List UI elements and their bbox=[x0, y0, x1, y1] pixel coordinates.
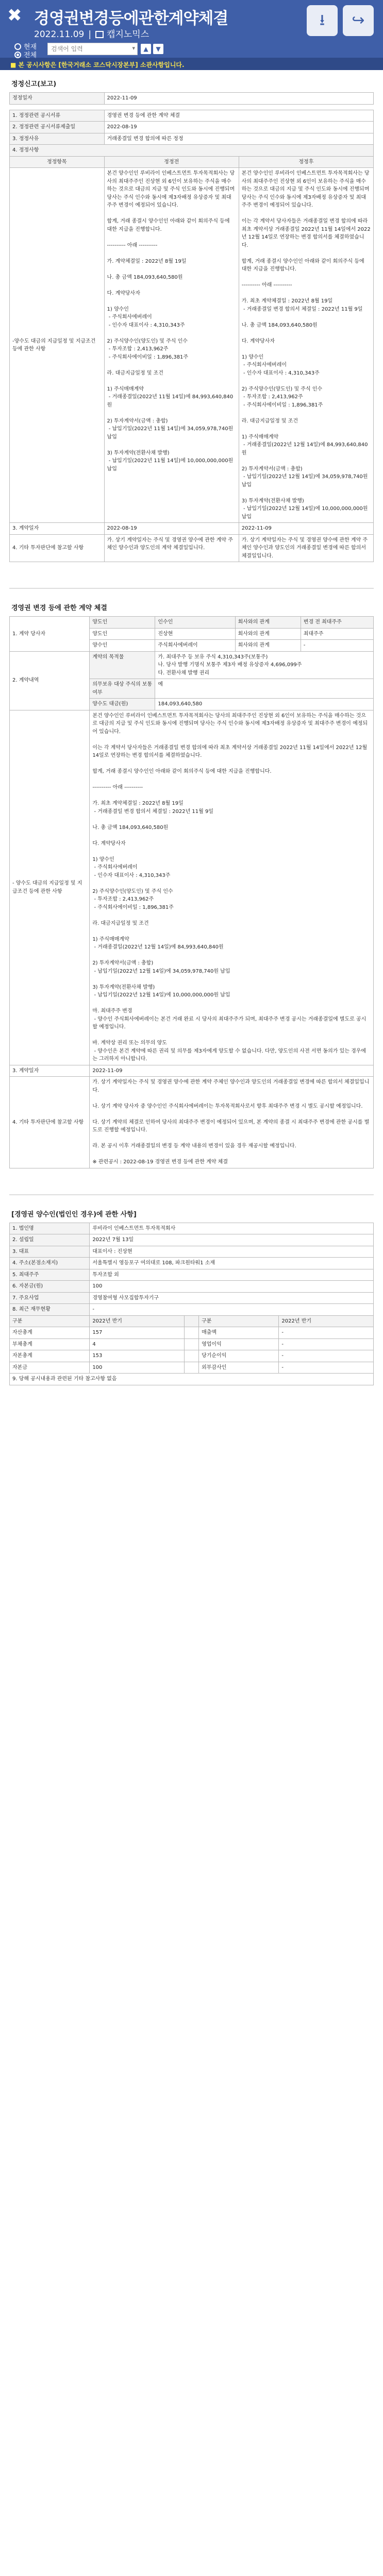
table-row bbox=[10, 1374, 374, 1385]
divider bbox=[9, 1194, 374, 1195]
table-header-row: 정정항목 정정전 정정후 bbox=[10, 156, 374, 168]
table-row: 양도인 진상현 회사와의 관계 최대주주 bbox=[10, 628, 374, 640]
download-button[interactable] bbox=[307, 5, 338, 36]
notice-text: 본 공시사항은 [한국거래소 코스닥시장본부] 소관사항입니다. bbox=[18, 61, 185, 69]
table-row: 6. 자본금(원) 100 bbox=[10, 1281, 374, 1293]
company-icon bbox=[95, 31, 104, 38]
table-row: - 양수도 대금의 지급일정 및 지급조건 등에 관한 사항 본건 양수인인 루비라이 인베스트먼트 투자목적회사는 당사의 최대주주인 진상현 외 6인이 보유하는 주식을 매수하는 것으로 대금의 지급 및 주식 인도와 동시에 진행되며 당사는 주식 인수와 동시에 제3자배정 유상증자 및 최대주주 변경이 예정되어 있습니다. 이는 각 계약서 당사자들은 거래종결일 변경 합의에 따라 최초 계약서상 거래종결일 2022년 11월 14일에서 2022년 12월 14일로 연장하는 변경 합의서를 체결하였습니다. 합계, 거래 종결시 양수인인 아래와 같이 회의주식 등에 대한 지급을 진행합니다. ---------- 아래 ---------- 가. 최초 계약체결일 : 2022년 8월 19일 - 거래종결일 변경 합의서 체결일 : 2022년 11월 9일 나. 총 금액 184,093,640,580원 다. 계약당사자 1) 양수인 - 주식회사에버레이 - 인수자 대표이사 : 4,310,343주 2) 주식양수인(양도인) 및 주식 인수 - 투자조합 : 2,413,962주 - 주식회사에이비일 : 1,896,381주 라. 대금지급일정 및 조건 1) 주식매매계약 - 거래종결일(2022년 12월 14일)에 84,993,640,840원 2) 투자계약서(금액 : 총합) - 납입기일(2022년 12월 14일)에 34,059,978,740원 납입 3) 투자계약(전환사채 발행) - 납입기일(2022년 12월 14일)에 10,000,000,000원 납입 마. 최대주주 변경 - 양수인 주식회사에버레이는 본건 거래 완료 시 당사의 최대주주가 되며, 최대주주 변경 공시는 거래종결일에 별도로 공시할 예정입니다. 바. 계약상 권리 또는 의무의 양도 - 양수인은 본건 계약에 따른 권리 및 의무를 제3자에게 양도할 수 없습니다. 다만, 양도인의 사전 서면 동의가 있는 경우에는 그러하지 아니합니다. bbox=[10, 710, 374, 1065]
contract-table bbox=[9, 616, 374, 1168]
table-row: 3. 계약일자 2022-11-09 bbox=[10, 1065, 374, 1077]
table-row: 3. 계약일자 2022-08-19 2022-11-09 bbox=[10, 523, 374, 535]
table-row: 의무보유 대상 주식의 보통 여부 예 bbox=[10, 679, 374, 699]
table-row: 자산총계 157 매출액 - bbox=[10, 1327, 374, 1339]
table-row: 2. 계약내역 계약의 목적물 가. 최대주주 등 보유 주식 4,310,343주(보통주) 나. 당사 발행 기명식 보통주 제3자 배정 유상증자 4,696,099주 다. 전환사채 발행 권리 bbox=[10, 651, 374, 679]
section-title: 경영권 변경 등에 관한 계약 체결 bbox=[11, 604, 107, 612]
radio-all[interactable]: 전체 bbox=[14, 49, 37, 59]
acquirer-table bbox=[9, 1223, 374, 1316]
table-row: 양수인 주식회사에버레이 회사와의 관계 - bbox=[10, 640, 374, 652]
search-prev-button[interactable]: ▲ bbox=[141, 44, 151, 54]
share-button[interactable] bbox=[343, 5, 374, 36]
search-row bbox=[0, 40, 383, 58]
chevron-down-icon[interactable]: ▾ bbox=[132, 45, 135, 52]
table-row: 4. 주소(본점소재지) 서울특별시 영등포구 여의대로 108, 파크원타워1 소재 bbox=[10, 1258, 374, 1269]
table-header-row: 구분 2022년 반기 구분 2022년 반기 bbox=[10, 1315, 374, 1327]
table-row: 부채총계 4 영업이익 - bbox=[10, 1338, 374, 1350]
correction-table bbox=[9, 110, 374, 563]
section-title: [경영권 양수인(법인인 경우)에 관한 사항] bbox=[11, 1210, 137, 1218]
after-text: 본건 양수인인 루비라이 인베스트먼트 투자목적회사는 당사의 최대주주인 진상현 외 6인이 보유하는 주식을 매수하는 것으로 대금의 지급 및 주식 인도와 동시에 진행되며 당사는 주식 인수와 동시에 제3자배정 유상증자 및 최대주주 변경이 예정되어 있습니다. 이는 각 계약서 당사자들은 거래종결일 변경 합의에 따라 최초 계약서상 거래종결일 2022년 11월 14일에서 2022년 12월 14일로 연장하는 변경 합의서를 체결하였습니다. 합계, 거래 종결시 양수인인 아래와 같이 회의주식 등에 대한 지급을 진행합니다. ---------- 아래 ---------- 가. 최초 계약체결일 : 2022년 8월 19일 - 거래종결일 변경 합의서 체결일 : 2022년 11월 9일 나. 총 금액 184,093,640,580원 다. 계약당사자 1) 양수인 - 주식회사에버레이 - 인수자 대표이사 : 4,310,343주 2) 주식양수인(양도인) 및 주식 인수 - 투자조합 : 2,413,962주 - 주식회사에이비일 : 1,896,381주 라. 대금지급일정 및 조건 1) 주식매매계약 - 거래종결일(2022년 12월 14일)에 84,993,640,840원 2) 투자계약서(금액 : 총합) - 납입기일(2022년 12월 14일)에 34,059,978,740원 납입 3) 투자계약(전환사채 발행) - 납입기일(2022년 12월 14일)에 10,000,000,000원 납입 bbox=[239, 168, 373, 523]
table-row: 3. 대표 대표이사 : 진상현 bbox=[10, 1246, 374, 1258]
table-row: 4. 기타 투자판단에 참고할 사항 가. 상기 계약일자는 주식 및 경영권 양수에 관한 계약 주체인 양수인과 양도인의 계약 체결일입니다. 가. 상기 계약일자는 주식 및 경영권 양수에 관한 계약 주체인 양수인과 양도인의 거래종결일 변경에 따른 합의서 체결일입니다. bbox=[10, 534, 374, 562]
before-text: 본건 양수인인 루비라이 인베스트먼트 투자목적회사는 당사의 최대주주인 진상현 외 6인이 보유하는 주식을 매수하는 것으로 대금의 지급 및 주식 인도와 동시에 진행되며 당사는 주식 인수와 동시에 제3자배정 유상증자 및 최대주주 변경이 예정되어 있습니다. 합계, 거래 종결시 양수인인 아래와 같이 회의주식 등에 대한 지급을 진행합니다. ---------- 아래 ---------- 가. 계약체결일 : 2022년 8월 19일 나. 총 금액 184,093,640,580원 다. 계약당사자 1) 양수인 - 주식회사에버레이 - 인수자 대표이사 : 4,310,343주 2) 주식양수인(양도인) 및 주식 인수 - 투자조합 : 2,413,962주 - 주식회사에이비일 : 1,896,381주 라. 대금지급일정 및 조건 1) 주식매매계약 - 거래종결일(2022년 11월 14일)에 84,993,640,840원 2) 투자계약서(금액 : 총합) - 납입기일(2022년 11월 14일)에 34,059,978,740원 납입 3) 투자계약(전환사채 발행) - 납입기일(2022년 11월 14일)에 10,000,000,000원 납입 bbox=[104, 168, 239, 523]
notice-bar: ■ 본 공시사항은 [한국거래소 코스닥시장본부] 소관사항입니다. bbox=[0, 58, 383, 70]
table-row: 자본총계 153 당기순이익 - bbox=[10, 1350, 374, 1362]
table-row: 5. 최대주주 투자조합 외 bbox=[10, 1269, 374, 1281]
table-row: 8. 최근 재무현황 - bbox=[10, 1304, 374, 1316]
table-row: 1. 법인명 루비라이 인베스트먼트 투자목적회사 bbox=[10, 1223, 374, 1234]
company-name: 캡지노믹스 bbox=[107, 29, 149, 40]
document-body bbox=[0, 70, 383, 1385]
table-row: 2. 설립일 2022년 7월 13일 bbox=[10, 1234, 374, 1246]
radio-dot-icon bbox=[14, 52, 21, 58]
table-row: 7. 주요사업 경영참여형 사모집합투자기구 bbox=[10, 1292, 374, 1304]
table-row: 3. 정정사유 거래종결일 변경 합의에 따른 정정 bbox=[10, 133, 374, 145]
table-row: 1. 정정관련 공시서류 경영권 변경 등에 관한 계약 체결 bbox=[10, 110, 374, 122]
search-box bbox=[47, 43, 138, 55]
table-row: 자본금 100 외부감사인 - bbox=[10, 1362, 374, 1374]
page-title: 경영권변경등에관한계약체결 bbox=[34, 9, 228, 28]
footnote: 9. 당해 공시내용과 관련된 기타 참고사항 없음 bbox=[10, 1374, 374, 1385]
search-input[interactable] bbox=[48, 43, 125, 55]
table-row: 4. 기타 투자판단에 참고할 사항 가. 상기 계약일자는 주식 및 경영권 양수에 관한 계약 주체인 양수인과 양도인의 거래종결일 변경에 따른 합의서 체결일입니다. 나. 상기 계약 당사자 중 양수인인 주식회사에버레이는 투자목적회사로서 향후 최대주주 변경 시 별도 공시할 예정입니다. 다. 상기 계약의 체결로 인하여 당사의 최대주주 변경이 예정되어 있으며, 본 계약의 종결 시 최대주주 변경에 관한 공시를 별도로 진행할 예정입니다. 라. 본 공시 이후 거래종결일의 변경 등 계약 내용의 변경이 있을 경우 재공시할 예정입니다. ※ 관련공시 : 2022-08-19 경영권 변경 등에 관한 계약 체결 bbox=[10, 1077, 374, 1168]
table-row: 2. 정정관련 공시서류제출일 2022-08-19 bbox=[10, 122, 374, 133]
table-row bbox=[10, 168, 374, 523]
item-label: -양수도 대금의 지급일정 및 지급조건 등에 관한 사항 bbox=[10, 168, 105, 523]
cell-value: 2022-11-09 bbox=[104, 93, 373, 105]
radio-current[interactable]: 현재 bbox=[14, 41, 37, 51]
search-next-button[interactable]: ▼ bbox=[153, 44, 163, 54]
table-row: 양수도 대금(원) 184,093,640,580 bbox=[10, 699, 374, 710]
payment-text: 본건 양수인인 루비라이 인베스트먼트 투자목적회사는 당사의 최대주주인 진상현 외 6인이 보유하는 주식을 매수하는 것으로 대금의 지급 및 주식 인도와 동시에 진행되며 당사는 주식 인수와 동시에 제3자배정 유상증자 및 최대주주 변경이 예정되어 있습니다. 이는 각 계약서 당사자들은 거래종결일 변경 합의에 따라 최초 계약서상 거래종결일 2022년 11월 14일에서 2022년 12월 14일로 연장하는 변경 합의서를 체결하였습니다. 합계, 거래 종결시 양수인인 아래와 같이 회의주식 등에 대한 지급을 진행합니다. ---------- 아래 ---------- 가. 최초 계약체결일 : 2022년 8월 19일 - 거래종결일 변경 합의서 체결일 : 2022년 11월 9일 나. 총 금액 184,093,640,580원 다. 계약당사자 1) 양수인 - 주식회사에버레이 - 인수자 대표이사 : 4,310,343주 2) 주식양수인(양도인) 및 주식 인수 - 투자조합 : 2,413,962주 - 주식회사에이비일 : 1,896,381주 라. 대금지급일정 및 조건 1) 주식매매계약 - 거래종결일(2022년 12월 14일)에 84,993,640,840원 2) 투자계약서(금액 : 총합) - 납입기일(2022년 12월 14일)에 34,059,978,740원 납입 3) 투자계약(전환사채 발행) - 납입기일(2022년 12월 14일)에 10,000,000,000원 납입 마. 최대주주 변경 - 양수인 주식회사에버레이는 본건 거래 완료 시 당사의 최대주주가 되며, 최대주주 변경 공시는 거래종결일에 별도로 공시할 예정입니다. 바. 계약상 권리 또는 의무의 양도 - 양수인은 본건 계약에 따른 권리 및 의무를 제3자에게 양도할 수 없습니다. 다만, 양도인의 사전 서면 동의가 있는 경우에는 그러하지 아니합니다. bbox=[90, 710, 374, 1065]
version-title: 정정신고(보고) bbox=[11, 80, 57, 88]
table-row: 1. 계약 당사자 양도인 인수인 회사와의 관계 변경 전 최대주주 bbox=[10, 617, 374, 629]
table-row: 4. 정정사항 bbox=[10, 145, 374, 157]
back-arrow-icon[interactable]: ✖ bbox=[7, 5, 22, 26]
financial-table bbox=[9, 1315, 374, 1385]
share-icon: ↪ bbox=[352, 11, 365, 29]
correction-date-table bbox=[9, 92, 374, 105]
divider bbox=[9, 588, 374, 589]
cell-label: 정정일자 bbox=[10, 93, 105, 105]
header-subtitle: 2022.11.09 | 캡지노믹스 bbox=[34, 29, 149, 40]
etc-text: 가. 상기 계약일자는 주식 및 경영권 양수에 관한 계약 주체인 양수인과 양도인의 거래종결일 변경에 따른 합의서 체결일입니다. 나. 상기 계약 당사자 중 양수인인 주식회사에버레이는 투자목적회사로서 향후 최대주주 변경 시 별도 공시할 예정입니다. 다. 상기 계약의 체결로 인하여 당사의 최대주주 변경이 예정되어 있으며, 본 계약의 종결 시 최대주주 변경에 관한 공시를 별도로 진행할 예정입니다. 라. 본 공시 이후 거래종결일의 변경 등 계약 내용의 변경이 있을 경우 재공시할 예정입니다. ※ 관련공시 : 2022-08-19 경영권 변경 등에 관한 계약 체결 bbox=[90, 1077, 374, 1168]
disclosure-date: 2022.11.09 bbox=[34, 29, 85, 40]
app-header bbox=[0, 0, 383, 58]
download-icon: ⭳ bbox=[319, 11, 325, 29]
table-row bbox=[10, 93, 374, 105]
